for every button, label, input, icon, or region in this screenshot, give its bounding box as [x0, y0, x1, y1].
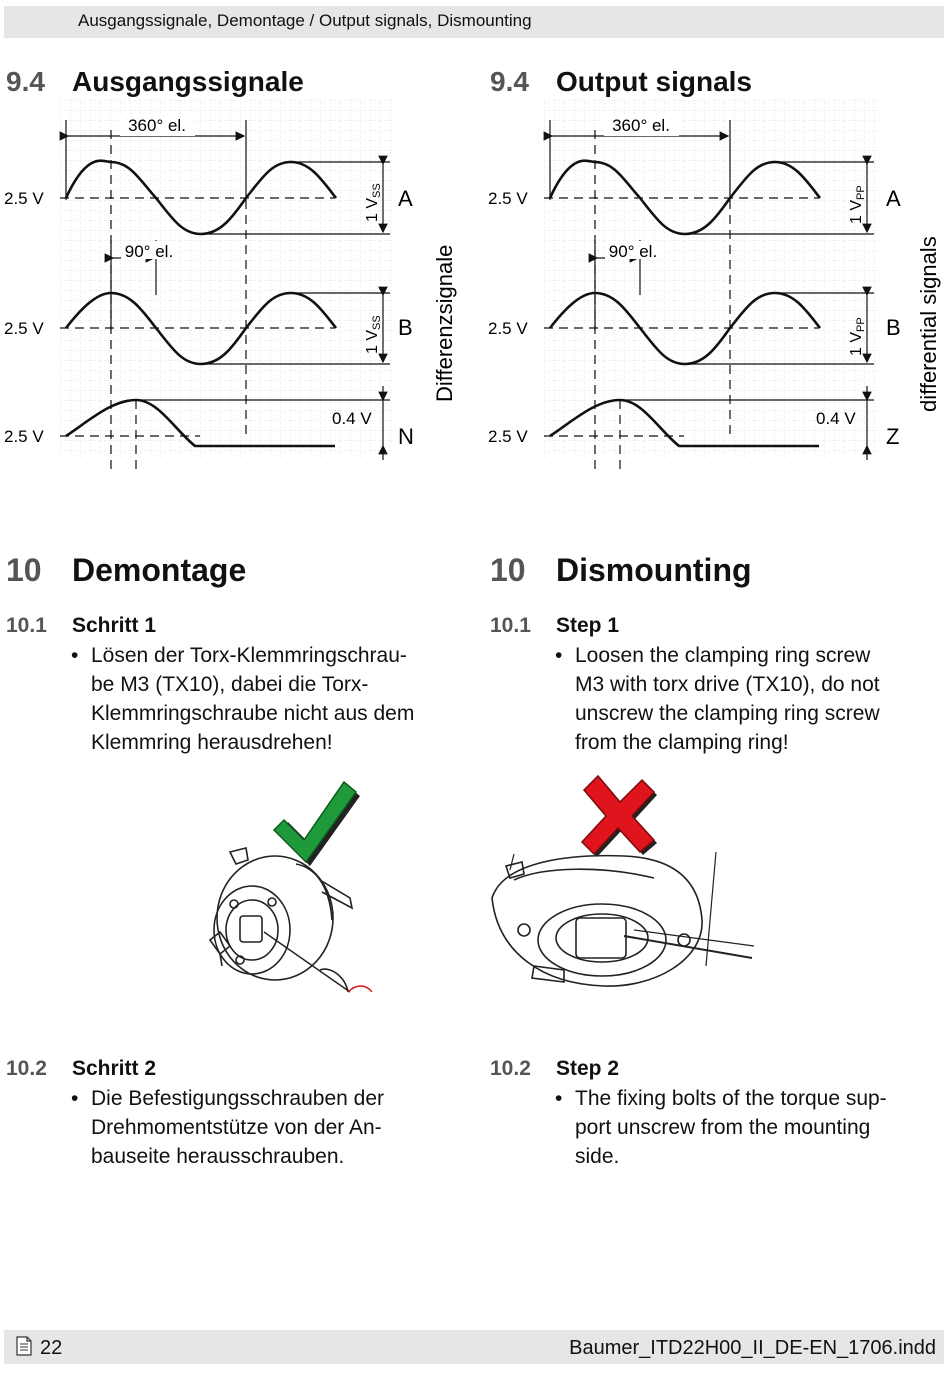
channel-b-label: B — [886, 315, 901, 340]
amplitude-a-label: 1 VPP — [848, 185, 867, 224]
offset-label: 0.4 V — [816, 409, 856, 428]
period-label: 360° el. — [128, 116, 186, 135]
step2-number-de: 10.2 — [6, 1057, 47, 1080]
page-number: 22 — [40, 1337, 63, 1359]
step1-text-de: • Lösen der Torx-Klemmringschrau- be M3 (TX10), dabei die Torx- Klemmringschraube nicht aus dem Klemmring herausdrehen! — [91, 641, 458, 757]
step1-number-en: 10.1 — [490, 614, 531, 637]
step2-text-de: • Die Befestigungsschrauben der Drehmomentstütze von der An- bauseite herausschrauben. — [91, 1084, 458, 1171]
step2-line: port unscrew from the mounting — [575, 1116, 871, 1139]
section-number-de: 10 — [6, 552, 42, 588]
step2-number-en: 10.2 — [490, 1057, 531, 1080]
level-label-a: 2.5 V — [4, 189, 44, 208]
running-header: Ausgangssignale, Demontage / Output signals, Dismounting — [78, 11, 532, 30]
correct-mounting-illustration — [200, 770, 400, 1000]
step2-line: side. — [575, 1145, 620, 1168]
step1-text-en: • Loosen the clamping ring screw M3 with torx drive (TX10), do not unscrew the clamping ring screw from the clamping ring! — [575, 641, 942, 757]
encoder-drawing — [492, 852, 754, 986]
side-label: Differenzsignale — [432, 244, 457, 402]
level-label-b: 2.5 V — [488, 319, 528, 338]
wrong-mounting-illustration — [484, 770, 764, 1000]
signal-diagram-en — [484, 100, 950, 480]
level-label-b: 2.5 V — [4, 319, 44, 338]
phase-label: 90° el. — [608, 242, 658, 261]
document-icon — [16, 1336, 32, 1356]
level-label-a: 2.5 V — [488, 189, 528, 208]
level-label-n: 2.5 V — [4, 427, 44, 446]
file-name: Baumer_ITD22H00_II_DE-EN_1706.indd — [569, 1337, 936, 1359]
step1-title-en: Step 1 — [556, 614, 620, 637]
section-number-en: 10 — [490, 552, 526, 588]
amplitude-b-label: 1 VPP — [848, 317, 867, 356]
section-title-de: Demontage — [72, 552, 247, 588]
side-label: differential signals — [916, 236, 941, 412]
channel-a-label: A — [886, 186, 901, 211]
step1-line: Loosen the clamping ring screw — [575, 644, 871, 667]
step1-line: be M3 (TX10), dabei die Torx- — [91, 673, 369, 696]
step2-text-en: • The fixing bolts of the torque sup- port unscrew from the mounting side. — [575, 1084, 942, 1171]
period-label: 360° el. — [612, 116, 670, 135]
section-title-en: Output signals — [556, 66, 752, 97]
channel-z-label: Z — [886, 424, 900, 449]
section-number-en: 9.4 — [490, 66, 529, 97]
signal-diagram-de — [0, 100, 480, 480]
step2-line: bauseite herausschrauben. — [91, 1145, 345, 1168]
check-icon — [274, 782, 360, 866]
step1-number-de: 10.1 — [6, 614, 47, 637]
step1-line: unscrew the clamping ring screw — [575, 702, 880, 725]
step1-line: Lösen der Torx-Klemmringschrau- — [91, 644, 407, 667]
channel-a-label: A — [398, 186, 413, 211]
level-label-z: 2.5 V — [488, 427, 528, 446]
step2-title-de: Schritt 2 — [72, 1057, 157, 1080]
offset-label: 0.4 V — [332, 409, 372, 428]
channel-n-label: N — [398, 424, 414, 449]
section-title-de: Ausgangssignale — [72, 66, 304, 97]
step1-line: Klemmringschraube nicht aus dem — [91, 702, 415, 725]
step1-line: M3 with torx drive (TX10), do not — [575, 673, 880, 696]
step2-title-en: Step 2 — [556, 1057, 620, 1080]
step2-line: Drehmomentstütze von der An- — [91, 1116, 382, 1139]
section-title-en: Dismounting — [556, 552, 752, 588]
phase-label: 90° el. — [124, 242, 174, 261]
step2-line: The fixing bolts of the torque sup- — [575, 1087, 887, 1110]
amplitude-a-label: 1 VSS — [364, 183, 383, 222]
step1-title-de: Schritt 1 — [72, 614, 157, 637]
step2-line: Die Befestigungsschrauben der — [91, 1087, 385, 1110]
encoder-drawing — [210, 848, 352, 992]
step1-line: Klemmring herausdrehen! — [91, 731, 333, 754]
channel-b-label: B — [398, 315, 413, 340]
step1-line: from the clamping ring! — [575, 731, 789, 754]
amplitude-b-label: 1 VSS — [364, 315, 383, 354]
cross-icon — [582, 776, 657, 857]
section-number-de: 9.4 — [6, 66, 45, 97]
